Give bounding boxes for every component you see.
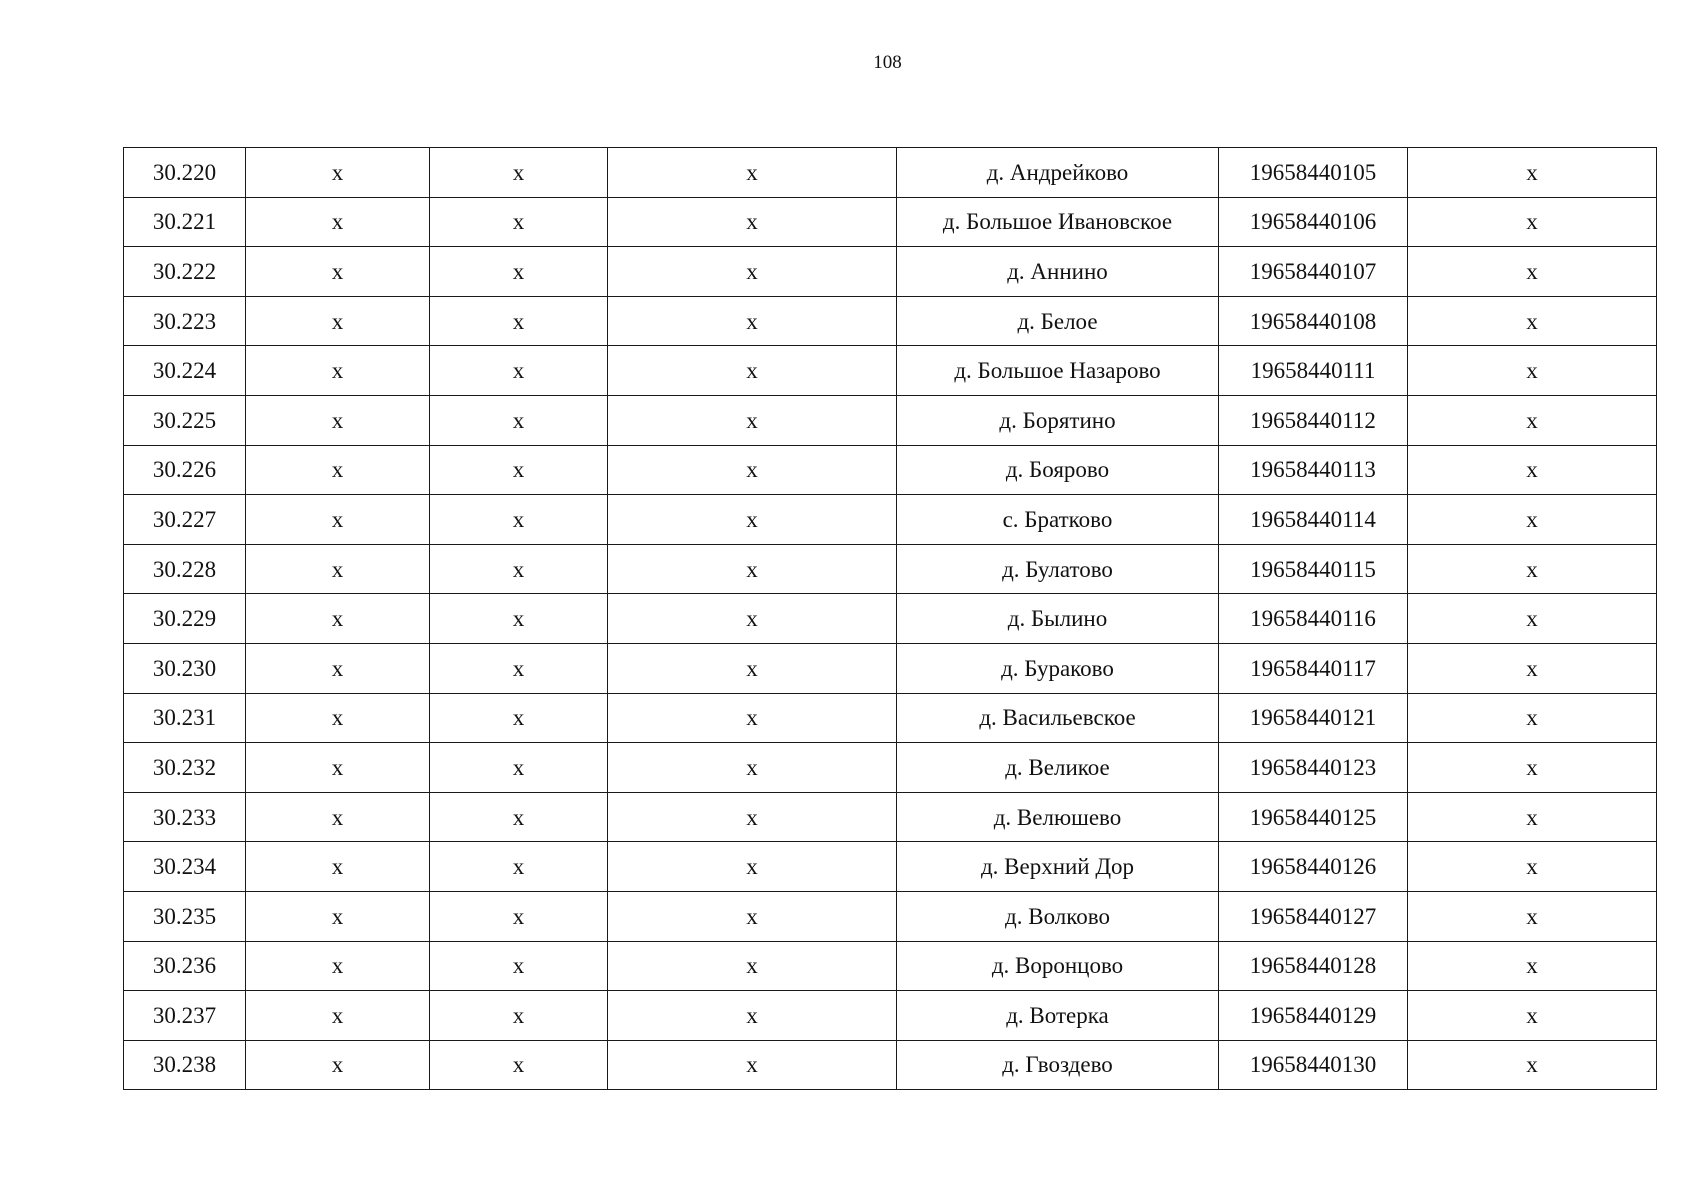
settlement-name-cell: д. Воронцово xyxy=(897,941,1219,991)
placeholder-cell: х xyxy=(430,148,608,198)
placeholder-cell: х xyxy=(1408,247,1657,297)
settlement-name-cell: д. Белое xyxy=(897,296,1219,346)
placeholder-cell: х xyxy=(246,445,430,495)
row-number-cell: 30.237 xyxy=(124,991,246,1041)
placeholder-cell: х xyxy=(246,148,430,198)
placeholder-cell: х xyxy=(608,891,897,941)
settlement-name-cell: д. Бураково xyxy=(897,643,1219,693)
placeholder-cell: х xyxy=(608,544,897,594)
placeholder-cell: х xyxy=(1408,594,1657,644)
oktmo-code-cell: 19658440113 xyxy=(1219,445,1408,495)
table-row xyxy=(124,1040,1657,1090)
placeholder-cell: х xyxy=(430,693,608,743)
placeholder-cell: х xyxy=(430,842,608,892)
table-row xyxy=(124,991,1657,1041)
placeholder-cell: х xyxy=(430,445,608,495)
placeholder-cell: х xyxy=(246,792,430,842)
placeholder-cell: х xyxy=(608,693,897,743)
oktmo-code-cell: 19658440105 xyxy=(1219,148,1408,198)
placeholder-cell: х xyxy=(430,891,608,941)
table-row xyxy=(124,544,1657,594)
placeholder-cell: х xyxy=(246,693,430,743)
table-row xyxy=(124,495,1657,545)
placeholder-cell: х xyxy=(430,247,608,297)
placeholder-cell: х xyxy=(1408,445,1657,495)
table-row xyxy=(124,395,1657,445)
settlement-name-cell: д. Боярово xyxy=(897,445,1219,495)
oktmo-code-cell: 19658440121 xyxy=(1219,693,1408,743)
row-number-cell: 30.224 xyxy=(124,346,246,396)
placeholder-cell: х xyxy=(246,891,430,941)
placeholder-cell: х xyxy=(246,296,430,346)
placeholder-cell: х xyxy=(1408,991,1657,1041)
oktmo-code-cell: 19658440115 xyxy=(1219,544,1408,594)
row-number-cell: 30.227 xyxy=(124,495,246,545)
placeholder-cell: х xyxy=(1408,693,1657,743)
placeholder-cell: х xyxy=(608,296,897,346)
placeholder-cell: х xyxy=(1408,346,1657,396)
placeholder-cell: х xyxy=(1408,495,1657,545)
placeholder-cell: х xyxy=(608,445,897,495)
oktmo-code-cell: 19658440108 xyxy=(1219,296,1408,346)
placeholder-cell: х xyxy=(1408,792,1657,842)
placeholder-cell: х xyxy=(246,643,430,693)
table-row xyxy=(124,891,1657,941)
oktmo-code-cell: 19658440111 xyxy=(1219,346,1408,396)
row-number-cell: 30.231 xyxy=(124,693,246,743)
placeholder-cell: х xyxy=(1408,544,1657,594)
settlement-name-cell: д. Велюшево xyxy=(897,792,1219,842)
row-number-cell: 30.223 xyxy=(124,296,246,346)
placeholder-cell: х xyxy=(430,643,608,693)
table-row xyxy=(124,445,1657,495)
placeholder-cell: х xyxy=(430,197,608,247)
settlement-name-cell: д. Волково xyxy=(897,891,1219,941)
row-number-cell: 30.226 xyxy=(124,445,246,495)
table-row xyxy=(124,594,1657,644)
oktmo-code-cell: 19658440130 xyxy=(1219,1040,1408,1090)
placeholder-cell: х xyxy=(246,594,430,644)
placeholder-cell: х xyxy=(246,247,430,297)
settlement-name-cell: д. Васильевское xyxy=(897,693,1219,743)
settlement-name-cell: д. Булатово xyxy=(897,544,1219,594)
placeholder-cell: х xyxy=(246,991,430,1041)
placeholder-cell: х xyxy=(430,941,608,991)
placeholder-cell: х xyxy=(246,842,430,892)
settlement-name-cell: д. Андрейково xyxy=(897,148,1219,198)
oktmo-code-cell: 19658440114 xyxy=(1219,495,1408,545)
oktmo-code-cell: 19658440117 xyxy=(1219,643,1408,693)
placeholder-cell: х xyxy=(608,743,897,793)
table-row xyxy=(124,693,1657,743)
placeholder-cell: х xyxy=(1408,296,1657,346)
table-row xyxy=(124,743,1657,793)
placeholder-cell: х xyxy=(430,792,608,842)
placeholder-cell: х xyxy=(430,544,608,594)
row-number-cell: 30.230 xyxy=(124,643,246,693)
oktmo-code-cell: 19658440129 xyxy=(1219,991,1408,1041)
placeholder-cell: х xyxy=(608,346,897,396)
placeholder-cell: х xyxy=(608,594,897,644)
placeholder-cell: х xyxy=(608,247,897,297)
table-row xyxy=(124,643,1657,693)
row-number-cell: 30.221 xyxy=(124,197,246,247)
placeholder-cell: х xyxy=(608,643,897,693)
placeholder-cell: х xyxy=(246,544,430,594)
row-number-cell: 30.235 xyxy=(124,891,246,941)
placeholder-cell: х xyxy=(246,941,430,991)
settlement-name-cell: д. Гвоздево xyxy=(897,1040,1219,1090)
settlement-name-cell: д. Былино xyxy=(897,594,1219,644)
oktmo-code-cell: 19658440127 xyxy=(1219,891,1408,941)
settlement-name-cell: с. Братково xyxy=(897,495,1219,545)
placeholder-cell: х xyxy=(430,395,608,445)
placeholder-cell: х xyxy=(1408,743,1657,793)
row-number-cell: 30.233 xyxy=(124,792,246,842)
oktmo-code-cell: 19658440107 xyxy=(1219,247,1408,297)
oktmo-code-cell: 19658440128 xyxy=(1219,941,1408,991)
placeholder-cell: х xyxy=(430,346,608,396)
placeholder-cell: х xyxy=(246,495,430,545)
placeholder-cell: х xyxy=(608,495,897,545)
table-row xyxy=(124,197,1657,247)
placeholder-cell: х xyxy=(1408,1040,1657,1090)
placeholder-cell: х xyxy=(608,395,897,445)
placeholder-cell: х xyxy=(246,395,430,445)
placeholder-cell: х xyxy=(246,197,430,247)
placeholder-cell: х xyxy=(246,346,430,396)
row-number-cell: 30.238 xyxy=(124,1040,246,1090)
settlement-name-cell: д. Большое Назарово xyxy=(897,346,1219,396)
placeholder-cell: х xyxy=(608,1040,897,1090)
placeholder-cell: х xyxy=(430,743,608,793)
placeholder-cell: х xyxy=(608,197,897,247)
oktmo-code-cell: 19658440116 xyxy=(1219,594,1408,644)
row-number-cell: 30.220 xyxy=(124,148,246,198)
placeholder-cell: х xyxy=(1408,395,1657,445)
placeholder-cell: х xyxy=(430,1040,608,1090)
oktmo-code-cell: 19658440123 xyxy=(1219,743,1408,793)
table-row xyxy=(124,941,1657,991)
placeholder-cell: х xyxy=(430,495,608,545)
placeholder-cell: х xyxy=(430,594,608,644)
settlement-name-cell: д. Аннино xyxy=(897,247,1219,297)
placeholder-cell: х xyxy=(1408,842,1657,892)
placeholder-cell: х xyxy=(608,148,897,198)
settlement-name-cell: д. Верхний Дор xyxy=(897,842,1219,892)
table-row xyxy=(124,296,1657,346)
placeholder-cell: х xyxy=(1408,148,1657,198)
placeholder-cell: х xyxy=(430,296,608,346)
placeholder-cell: х xyxy=(246,743,430,793)
table-row xyxy=(124,792,1657,842)
oktmo-code-cell: 19658440126 xyxy=(1219,842,1408,892)
row-number-cell: 30.228 xyxy=(124,544,246,594)
placeholder-cell: х xyxy=(608,991,897,1041)
settlement-registry-table xyxy=(123,147,1657,1090)
placeholder-cell: х xyxy=(1408,643,1657,693)
row-number-cell: 30.232 xyxy=(124,743,246,793)
oktmo-code-cell: 19658440125 xyxy=(1219,792,1408,842)
settlement-name-cell: д. Великое xyxy=(897,743,1219,793)
oktmo-code-cell: 19658440112 xyxy=(1219,395,1408,445)
settlement-name-cell: д. Большое Ивановское xyxy=(897,197,1219,247)
placeholder-cell: х xyxy=(608,842,897,892)
placeholder-cell: х xyxy=(430,991,608,1041)
placeholder-cell: х xyxy=(1408,197,1657,247)
table-body xyxy=(124,148,1657,1090)
row-number-cell: 30.229 xyxy=(124,594,246,644)
placeholder-cell: х xyxy=(246,1040,430,1090)
table-row xyxy=(124,842,1657,892)
table-row xyxy=(124,346,1657,396)
row-number-cell: 30.225 xyxy=(124,395,246,445)
table-row xyxy=(124,148,1657,198)
settlement-name-cell: д. Борятино xyxy=(897,395,1219,445)
placeholder-cell: х xyxy=(1408,941,1657,991)
row-number-cell: 30.222 xyxy=(124,247,246,297)
row-number-cell: 30.236 xyxy=(124,941,246,991)
page-number: 108 xyxy=(873,52,902,73)
placeholder-cell: х xyxy=(1408,891,1657,941)
row-number-cell: 30.234 xyxy=(124,842,246,892)
placeholder-cell: х xyxy=(608,792,897,842)
settlement-name-cell: д. Вотерка xyxy=(897,991,1219,1041)
placeholder-cell: х xyxy=(608,941,897,991)
oktmo-code-cell: 19658440106 xyxy=(1219,197,1408,247)
table-row xyxy=(124,247,1657,297)
